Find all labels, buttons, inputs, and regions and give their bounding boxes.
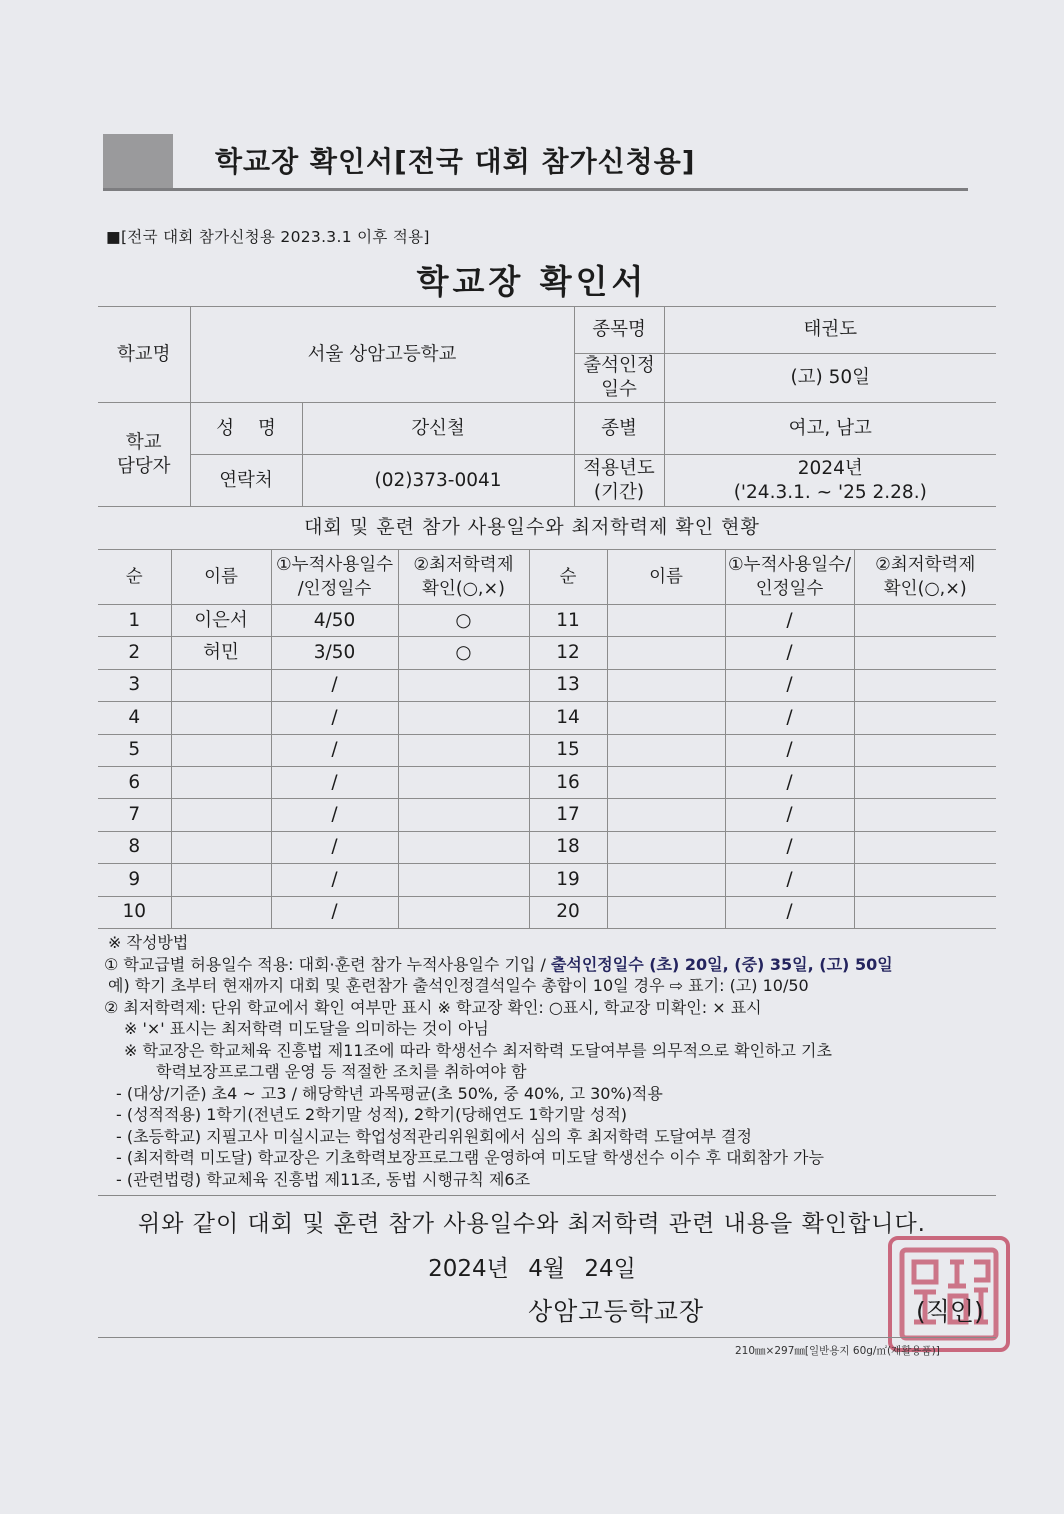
- confirm-text: 위와 같이 대회 및 훈련 참가 사용일수와 최저학력 관련 내용을 확인합니다.: [138, 1211, 926, 1237]
- header-block: [103, 134, 173, 190]
- row-number: 20: [529, 896, 607, 928]
- row-number: 4: [98, 702, 171, 734]
- row-check: [398, 864, 529, 896]
- row-check: [854, 766, 996, 798]
- row-name: [171, 799, 271, 831]
- row-name: [607, 831, 725, 863]
- note-1-example: 예) 학기 초부터 현재까지 대회 및 훈련참가 출석인정결석일수 총합이 10일 경우 ⇨ 표기: (고) 10/50: [108, 976, 809, 995]
- header-name: 이름: [171, 550, 271, 605]
- row-number: 14: [529, 702, 607, 734]
- row-name: [607, 896, 725, 928]
- header-rule: [103, 188, 968, 191]
- row-number: 5: [98, 734, 171, 766]
- header-no-2: 순: [529, 550, 607, 605]
- row-check: [398, 766, 529, 798]
- row-name: [607, 734, 725, 766]
- subnote: ■[전국 대회 참가신청용 2023.3.1 이후 적용]: [106, 228, 430, 246]
- row-check: [398, 896, 529, 928]
- name-label: 성 명: [190, 403, 302, 455]
- row-name: [171, 734, 271, 766]
- row-check: [398, 799, 529, 831]
- sport-value: 태권도: [664, 307, 996, 354]
- row-check: [398, 734, 529, 766]
- notes-rule: [98, 1195, 996, 1196]
- row-name: [171, 669, 271, 701]
- row-days: /: [271, 734, 398, 766]
- header-days-2: ①누적사용일수/ 인정일수: [725, 550, 854, 605]
- table-row: [98, 896, 996, 928]
- row-days: /: [725, 864, 854, 896]
- row-days: /: [725, 799, 854, 831]
- row-check: [398, 669, 529, 701]
- staff-label: 학교 담당자: [98, 403, 190, 507]
- document-title: 학교장 확인서: [416, 262, 648, 301]
- year-value: 2024년 ('24.3.1. ~ '25 2.28.): [664, 455, 996, 507]
- table-row: [98, 734, 996, 766]
- attendance-value: (고) 50일: [664, 354, 996, 403]
- row-number: 11: [529, 605, 607, 637]
- school-value: 서울 상암고등학교: [190, 307, 574, 403]
- row-check: [854, 831, 996, 863]
- header-no: 순: [98, 550, 171, 605]
- table-row: [98, 605, 996, 637]
- row-days: /: [725, 766, 854, 798]
- row-name: [607, 864, 725, 896]
- row-number: 10: [98, 896, 171, 928]
- row-number: 16: [529, 766, 607, 798]
- note-1: ① 학교급별 허용일수 적용: 대회·훈련 참가 누적사용일수 기입 / 출석인정일수 (초) 20일, (중) 35일, (고) 50일: [104, 954, 893, 974]
- row-check: [854, 637, 996, 669]
- name-value: 강신철: [302, 403, 574, 455]
- note-2-b: ※ 학교장은 학교체육 진흥법 제11조에 따라 학생선수 최저학력 도달여부를 의무적으로 확인하고 기초: [124, 1040, 832, 1060]
- row-check: [854, 702, 996, 734]
- row-check: ○: [398, 637, 529, 669]
- row-number: 1: [98, 605, 171, 637]
- row-name: [607, 669, 725, 701]
- note-2: ② 최저학력제: 단위 학교에서 확인 여부만 표시 ※ 학교장 확인: ○표시, 학교장 미확인: × 표시: [104, 997, 762, 1017]
- sport-label: 종목명: [574, 307, 664, 354]
- info-table: [98, 306, 996, 507]
- row-number: 6: [98, 766, 171, 798]
- note-2-a: ※ '×' 표시는 최저학력 미도달을 의미하는 것이 아님: [124, 1019, 489, 1038]
- row-days: /: [725, 702, 854, 734]
- school-label: 학교명: [98, 307, 190, 403]
- row-days: /: [271, 702, 398, 734]
- row-number: 17: [529, 799, 607, 831]
- table-row: [98, 702, 996, 734]
- detail-1: - (대상/기준) 초4 ~ 고3 / 해당학년 과목평균(초 50%, 중 40%, 고 30%)적용: [116, 1083, 663, 1103]
- row-name: [171, 864, 271, 896]
- notes-heading: ※ 작성방법: [108, 933, 189, 952]
- row-days: /: [271, 799, 398, 831]
- row-days: 3/50: [271, 637, 398, 669]
- row-name: 허민: [171, 637, 271, 669]
- row-name: [607, 766, 725, 798]
- row-number: 13: [529, 669, 607, 701]
- detail-3: - (초등학교) 지필고사 미실시교는 학업성적관리위원회에서 심의 후 최저학력 도달여부 결정: [116, 1126, 752, 1146]
- principal-name: 상암고등학교장: [528, 1297, 705, 1326]
- row-name: [607, 605, 725, 637]
- notes: [104, 932, 1004, 1190]
- category-label: 종별: [574, 403, 664, 455]
- year-label: 적용년도 (기간): [574, 455, 664, 507]
- records-table: [98, 549, 996, 929]
- row-name: 이은서: [171, 605, 271, 637]
- note-1-highlight: 출석인정일수 (초) 20일, (중) 35일, (고) 50일: [550, 954, 893, 974]
- row-number: 18: [529, 831, 607, 863]
- table-header-row: [98, 550, 996, 605]
- row-days: /: [271, 896, 398, 928]
- row-number: 9: [98, 864, 171, 896]
- row-days: /: [271, 864, 398, 896]
- row-number: 7: [98, 799, 171, 831]
- row-name: [607, 799, 725, 831]
- row-name: [171, 896, 271, 928]
- row-check: [854, 734, 996, 766]
- row-check: [398, 702, 529, 734]
- row-check: [398, 831, 529, 863]
- row-number: 15: [529, 734, 607, 766]
- row-days: /: [725, 734, 854, 766]
- note-2-b2: 학력보장프로그램 운영 등 적절한 조치를 취하여야 함: [156, 1062, 527, 1081]
- row-days: /: [271, 669, 398, 701]
- row-check: [854, 864, 996, 896]
- date-text: 2024년 4월 24일: [428, 1256, 636, 1282]
- row-days: /: [725, 637, 854, 669]
- detail-4: - (최저학력 미도달) 학교장은 기초학력보장프로그램 운영하여 미도달 학생선수 이수 후 대회참가 가능: [116, 1148, 824, 1167]
- header-check-2: ②최저학력제 확인(○,×): [854, 550, 996, 605]
- table-row: [98, 766, 996, 798]
- paper-info: 210㎜×297㎜[일반용지 60g/㎡(재활용품)]: [735, 1345, 940, 1357]
- row-check: ○: [398, 605, 529, 637]
- row-name: [171, 831, 271, 863]
- row-name: [607, 702, 725, 734]
- contact-value: (02)373-0041: [302, 455, 574, 507]
- row-days: /: [725, 605, 854, 637]
- row-check: [854, 605, 996, 637]
- header-check: ②최저학력제 확인(○,×): [398, 550, 529, 605]
- row-check: [854, 799, 996, 831]
- section-title: 대회 및 훈련 참가 사용일수와 최저학력제 확인 현황: [304, 516, 760, 538]
- row-check: [854, 669, 996, 701]
- table-row: [98, 864, 996, 896]
- table-row: [98, 831, 996, 863]
- row-number: 3: [98, 669, 171, 701]
- row-number: 12: [529, 637, 607, 669]
- row-days: /: [725, 896, 854, 928]
- table-row: [98, 799, 996, 831]
- footer-rule: [98, 1337, 996, 1338]
- row-days: /: [271, 831, 398, 863]
- table-row: [98, 669, 996, 701]
- table-row: [98, 637, 996, 669]
- contact-label: 연락처: [190, 455, 302, 507]
- detail-2: - (성적적용) 1학기(전년도 2학기말 성적), 2학기(당해연도 1학기말 성적): [116, 1105, 628, 1124]
- row-check: [854, 896, 996, 928]
- row-number: 19: [529, 864, 607, 896]
- row-days: /: [725, 831, 854, 863]
- row-name: [171, 702, 271, 734]
- header-title: 학교장 확인서[전국 대회 참가신청용]: [215, 145, 696, 178]
- row-number: 8: [98, 831, 171, 863]
- seal-label: (직인): [916, 1297, 984, 1326]
- row-name: [171, 766, 271, 798]
- detail-5: - (관련법령) 학교체육 진흥법 제11조, 동법 시행규칙 제6조: [116, 1169, 531, 1189]
- row-name: [607, 637, 725, 669]
- row-days: /: [725, 669, 854, 701]
- header-days: ①누적사용일수 /인정일수: [271, 550, 398, 605]
- row-days: 4/50: [271, 605, 398, 637]
- row-number: 2: [98, 637, 171, 669]
- row-days: /: [271, 766, 398, 798]
- category-value: 여고, 남고: [664, 403, 996, 455]
- header-name-2: 이름: [607, 550, 725, 605]
- attendance-label: 출석인정 일수: [574, 354, 664, 403]
